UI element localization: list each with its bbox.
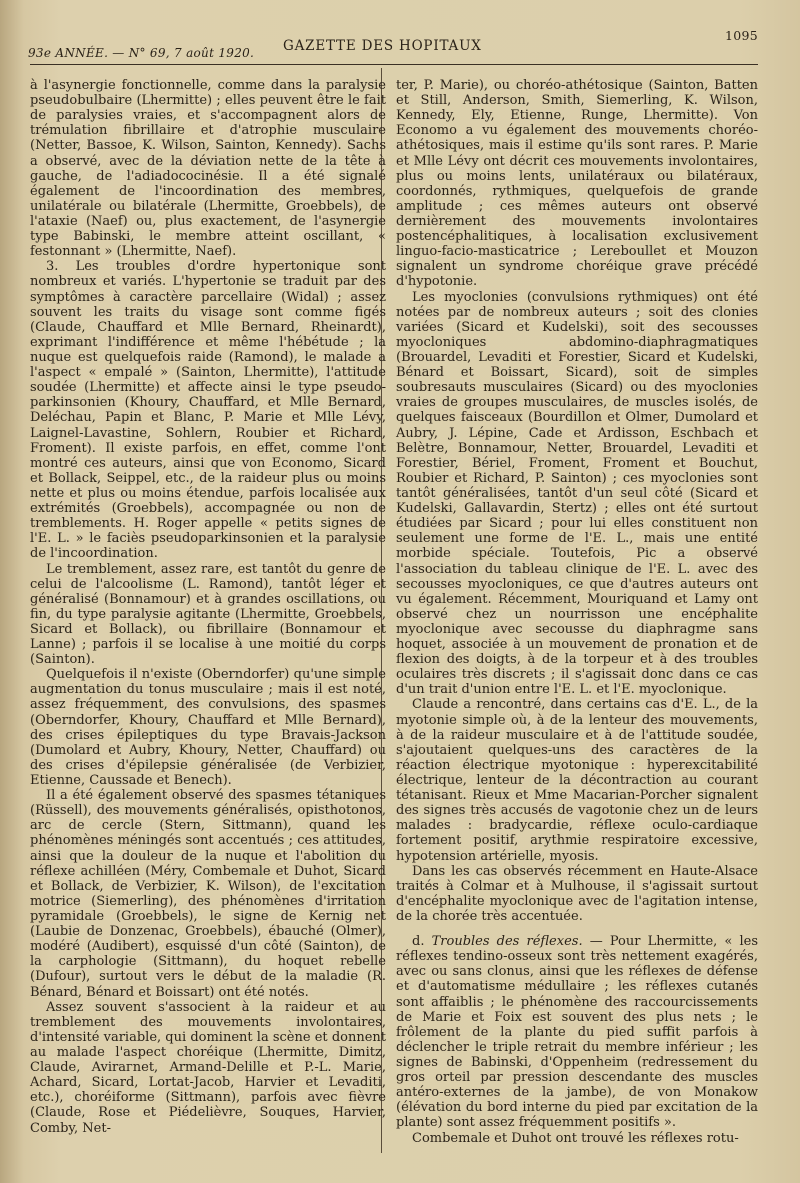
section-text: — Pour Lhermitte, « les réflexes tendino-osseux sont très nettement exagérés, avec ou sans clonus, ainsi que les réflexes de défense et d'automatisme médullaire ; les réflexes cutanés sont affaiblis ; le phénomène des raccourcissements de Marie et Foix est souvent des plus nets ; le frôlement de la plante du pied suffit parfois à déclencher le triple retrait du membre inférieur ; les signes de Babinski, d'Oppenheim (redressement du gros orteil par pression descendante des muscles antéro-externes de la jambe), de von Monakow (élévation du bord interne du pied par excitation de la plante) sont assez fréquemment positifs ». [396,934,758,1131]
paragraph: Quelquefois il n'existe (Oberndorfer) qu'une simple augmentation du tonus musculaire ; mais il est noté, assez fréquemment, des convulsions, des spasmes (Oberndorfer, Khoury, Chauffard et Mlle Bernard), des crises épileptiques du type Bravais-Jackson (Dumolard et Aubry, Khoury, Netter, Chauffard) ou des crises d'épilepsie généralisée (de Verbizier, Etienne, Caussade et Benech). [30,667,386,789]
paragraph: à l'asynergie fonctionnelle, comme dans la paralysie pseudobulbaire (Lhermitte) ; elles peuvent être le fait de paralysies vraies, et s'accompagnent alors de trémulation fibrillaire et d'atrophie musculaire (Netter, Bassoe, K. Wilson, Sainton, Kennedy). Sachs a observé, avec de la déviation nette de la tête à gauche, de l'adiadococinésie. Il a été signalé également de l'incoordination des membres, unilatérale ou bilatérale (Lhermitte, Groebbels), de l'ataxie (Naef) ou, plus exactement, de l'asynergie type Babinski, le membre atteint oscillant, « festonnant » (Lhermitte, Naef). [30,78,386,260]
section-d-paragraph [396,934,758,1130]
page-header [28,28,758,58]
paragraph: Claude a rencontré, dans certains cas d'E. L., de la myotonie simple où, à de la lenteur des mouvements, à de la raideur musculaire et à de l'attitude soudée, s'ajoutaient quelques-uns des caractères de la réaction électrique myotonique : hyperexcitabilité électrique, lenteur de la décontraction au courant tétanisant. Rieux et Mme Macarian-Porcher signalent des signes très accusés de vagotonie chez un de leurs malades : bradycardie, réflexe oculo-cardiaque fortement positif, arythmie respiratoire excessive, hypotension artérielle, myosis. [396,697,758,864]
paragraph: Combemale et Duhot ont trouvé les réflexes rotu- [412,1130,739,1146]
right-column [396,78,758,1146]
publication-title: GAZETTE DES HOPITAUX [283,38,482,54]
paragraph: Dans les cas observés récemment en Haute-Alsace traités à Colmar et à Mulhouse, il s'agissait surtout d'encéphalite myoclonique avec de l'agitation intense, de la chorée très accentuée. [396,863,758,925]
issue-info: 93e ANNÉE. — N° 69, 7 août 1920. [28,46,255,60]
paragraph: Il a été également observé des spasmes tétaniques (Rüssell), des mouvements généralisés, opisthotonos, arc de cercle (Stern, Sittmann), quand les phénomènes méningés sont accentués ; ces attitudes, ainsi que la douleur de la nuque et l'abolition du réflexe achilléen (Méry, Combemale et Duhot, Sicard et Bollack, de Verbizier, K. Wilson), de l'excitation motrice (Siemerling), des phénomènes d'irritation pyramidale (Groebbels), le signe de Kernig net (Laubie de Donzenac, Groebbels), ébauché (Olmer), modéré (Audibert), esquissé d'un côté (Sainton), de la carphologie (Sittmann), du hoquet rebelle (Dufour), surtout vers le début de la maladie (R. Bénard, Bénard et Boissart) ont été notés. [30,788,386,1000]
paragraph: Assez souvent s'associent à la raideur et au tremblement des mouvements involontaires, d'intensité variable, qui dominent la scène et donnent au malade l'aspect choréique (Lhermitte, Dimitz, Claude, Avirагnet, Armand-Delille et P.-L. Marie, Achard, Sicard, Lortat-Jacob, Harvier et Levaditi, etc.), choréiforme (Sittmann), parfois avec fièvre (Claude, Rose et Piédelièvre, Souques, Harvier, Comby, Net- [30,999,386,1136]
header-rule [30,64,758,65]
paragraph: 3. Les troubles d'ordre hypertonique sont nombreux et variés. L'hypertonie se traduit par des symptômes à caractère parcellaire (Widal) ; assez souvent les traits du visage sont comme figés (Claude, Chauffard et Mlle Bernard, Rheinardt), exprimant l'indifférence et même l'hébétude ; la nuque est quelquefois raide (Ramond), le malade a l'aspect « empalé » (Sainton, Lhermitte), l'attitude soudée (Lhermitte) et affecte ainsi le type pseudo-parkinsonien (Khoury, Chauffard, et Mlle Bernard, Deléchau, Papin et Blanc, P. Marie et Mlle Lévy, Laignel-Lavastine, Sohlern, Roubier et Richard, Froment). Il existe parfois, en effet, comme l'ont montré ces auteurs, ainsi que von Economo, Sicard et Bollack, Seippel, etc., de la raideur plus ou moins nette et plus ou moins étendue, parfois localisée aux extrémités (Groebbels), accompagnée ou non de tremblements. H. Roger appelle « petits signes de l'E. L. » le faciès pseudoparkinsonien et la paralysie de l'incoordination. [30,259,386,562]
paragraph: ter, P. Marie), ou choréo-athétosique (Sainton, Batten et Still, Anderson, Smith, Siemerling, K. Wilson, Kennedy, Ely, Etienne, Runge, Lhermitte). Von Economo a vu également des mouvements choréo-athétosiques, mais il estime qu'ils sont rares. P. Marie et Mlle Lévy ont décrit ces mouvements involontaires, plus ou moins lents, unilatéraux ou bilatéraux, coordonnés, rythmiques, quelquefois de grande amplitude ; ces mêmes auteurs ont observé dernièrement des mouvements involontaires postencéphalitiques, à localisation exclusivement linguo-facio-masticatrice ; Lereboullet et Mouzon signalent un syndrome choréique grave précédé d'hypotonie. [396,78,758,290]
paragraph: Les myoclonies (convulsions rythmiques) ont été notées par de nombreux auteurs ; soit des clonies variées (Sicard et Kudelski), soit des secousses myocloniques abdomino-diaphragmatiques (Brouardel, Levaditi et Forestier, Sicard et Kudelski, Bénard et Boissart, Sicard), soit de simples soubresauts musculaires (Sicard) ou des myoclonies vraies de groupes musculaires, de muscles isolés, de quelques faisceaux (Bourdillon et Olmer, Dumolard et Aubry, J. Lépine, Cade et Ardisson, Eschbach et Belètre, Bonnamour, Netter, Brouardel, Levaditi et Forestier, Bériel, Froment, Froment et Bouchut, Roubier et Richard, P. Sainton) ; ces myoclonies sont tantôt généralisées, tantôt d'un seul côté (Sicard et Kudelski, Gallavardin, Stertz) ; elles ont été surtout étudiées par Sicard ; pour lui elles constituent non seulement une forme de l'E. L., mais une entité morbide spéciale. Toutefois, Pic a observé l'association du tableau clinique de l'E. L. avec des secousses myocloniques, ce que d'autres auteurs ont vu également. Récemment, Mouriquand et Lamy ont observé chez un nourrisson une encéphalite myoclonique avec secousse du diaphragme sans hoquet, associée à un mouvement de pronation et de flexion des doigts, à de la torpeur et à des troubles oculaires très discrets ; il s'agissait donc dans ce cas d'un trait d'union entre l'E. L. et l'E. myoclonique. [396,289,758,698]
section-label: d. [412,934,425,950]
paragraph: Le tremblement, assez rare, est tantôt du genre de celui de l'alcoolisme (L. Ramond), tantôt léger et généralisé (Bonnamour) et à grandes oscillations, ou fin, du type paralysie agitante (Lhermitte, Groebbels, Sicard et Bollack), ou fibrillaire (Bonnamour et Lanne) ; parfois il se localise à une moitié du corps (Sainton). [30,561,386,668]
page-number: 1095 [724,28,758,43]
section-title: Troubles des réflexes. [431,934,583,950]
left-column [30,78,386,1136]
